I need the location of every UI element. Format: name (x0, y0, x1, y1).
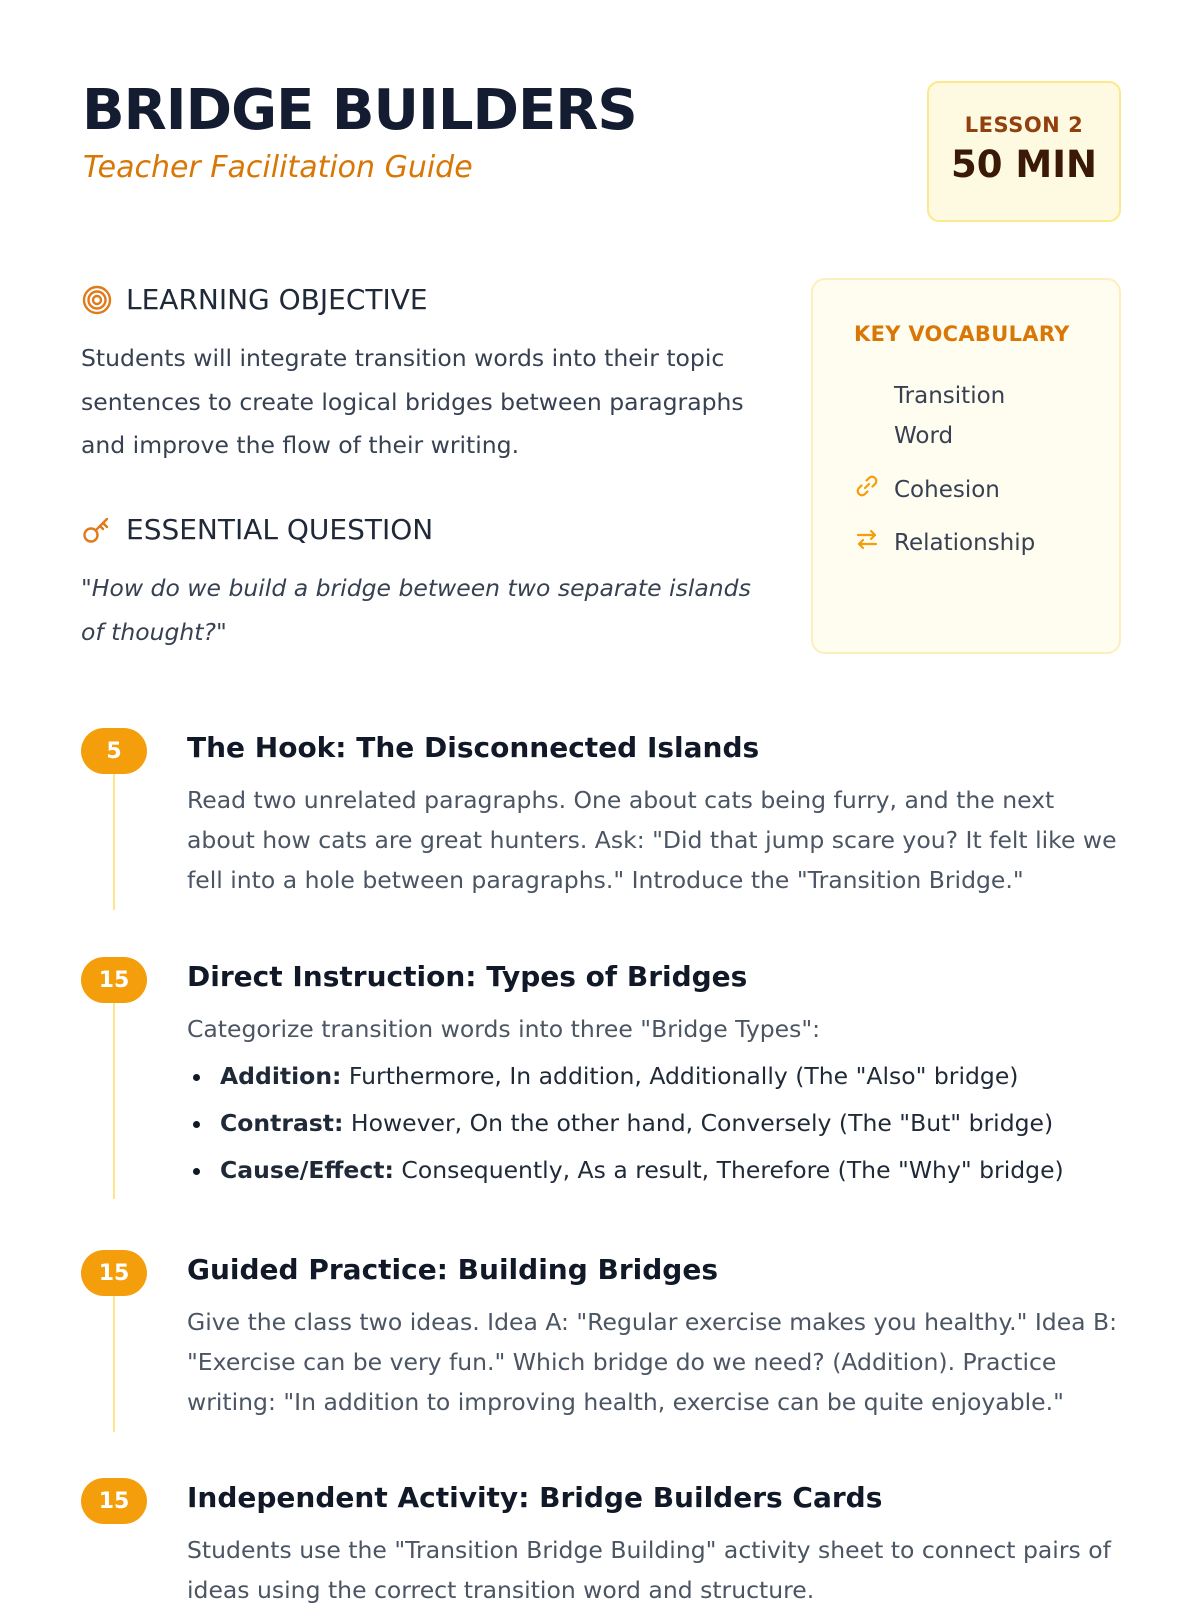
timeline-connector (113, 774, 115, 910)
target-icon (82, 285, 112, 315)
vocab-term: Relationship (894, 530, 1036, 556)
learning-objective-title: LEARNING OBJECTIVE (126, 283, 428, 316)
timeline-step (81, 1250, 1121, 1430)
lesson-badge (927, 81, 1121, 222)
vocab-item (854, 376, 1044, 456)
key-vocabulary-card (811, 278, 1121, 654)
lesson-duration: 50 MIN (951, 143, 1097, 186)
learning-objective-text: Students will integrate transition words into their topic sentences to create logical bridges between paragraphs and improve the flow of their writing. (81, 344, 744, 459)
bullet-text: Furthermore, In addition, Additionally (The "Also" bridge) (341, 1062, 1019, 1090)
list-item (187, 1108, 1127, 1138)
vocab-item (854, 470, 1044, 510)
step-minutes-badge: 15 (81, 1250, 147, 1296)
step-minutes-badge: 5 (81, 728, 147, 774)
bullet-label: Addition: (220, 1062, 342, 1090)
list-item (187, 1061, 1127, 1091)
key-vocabulary-heading: KEY VOCABULARY (854, 322, 1070, 346)
lesson-number: LESSON 2 (964, 113, 1084, 137)
list-item (187, 1155, 1127, 1185)
essential-question-text: "How do we build a bridge between two separate islands of thought?" (81, 574, 751, 646)
step-title: Guided Practice: Building Bridges (187, 1253, 719, 1286)
bullet-label: Cause/Effect: (220, 1156, 394, 1184)
vocab-item (854, 523, 1044, 563)
step-description: Give the class two ideas. Idea A: "Regular exercise makes you healthy." Idea B: "Exercise can be very fun." Which bridge do we need? (Addition). Practice writing: "In addition to improving health, exercise can be quite enjoyable." (187, 1308, 1118, 1416)
bullet-text: However, On the other hand, Conversely (The "But" bridge) (343, 1109, 1054, 1137)
step-title: Independent Activity: Bridge Builders Cards (187, 1481, 883, 1514)
page-subtitle: Teacher Facilitation Guide (83, 150, 473, 185)
arrows-exchange-icon (854, 523, 880, 563)
page-title: BRIDGE BUILDERS (82, 78, 637, 143)
bridge-icon (854, 376, 880, 456)
learning-objective-heading (82, 283, 428, 316)
bullet-label: Contrast: (220, 1109, 344, 1137)
timeline-step (81, 957, 1121, 1207)
step-description: Read two unrelated paragraphs. One about cats being furry, and the next about how cats are great hunters. Ask: "Did that jump scare you? It felt like we fell into a hole between paragraphs." Introduce the "Transition Bridge." (187, 786, 1117, 894)
step-title: Direct Instruction: Types of Bridges (187, 960, 748, 993)
bullet-text: Consequently, As a result, Therefore (The "Why" bridge) (393, 1156, 1064, 1184)
bridge-types-list (187, 1061, 1127, 1202)
link-icon (854, 470, 880, 510)
step-minutes-badge: 15 (81, 1478, 147, 1524)
step-title: The Hook: The Disconnected Islands (187, 731, 760, 764)
timeline-step (81, 728, 1121, 908)
timeline-step (81, 1478, 1121, 1604)
step-minutes-badge: 15 (81, 957, 147, 1003)
vocab-term: Cohesion (894, 477, 1000, 503)
timeline-connector (113, 1003, 115, 1199)
key-icon (82, 515, 112, 545)
step-description: Categorize transition words into three "Bridge Types": (187, 1015, 821, 1043)
vocab-term: Transition Word (894, 383, 1006, 449)
timeline-connector (113, 1296, 115, 1432)
essential-question-heading (82, 513, 433, 546)
essential-question-title: ESSENTIAL QUESTION (126, 513, 434, 546)
step-description: Students use the "Transition Bridge Building" activity sheet to connect pairs of ideas using the correct transition word and structure. (187, 1536, 1111, 1604)
